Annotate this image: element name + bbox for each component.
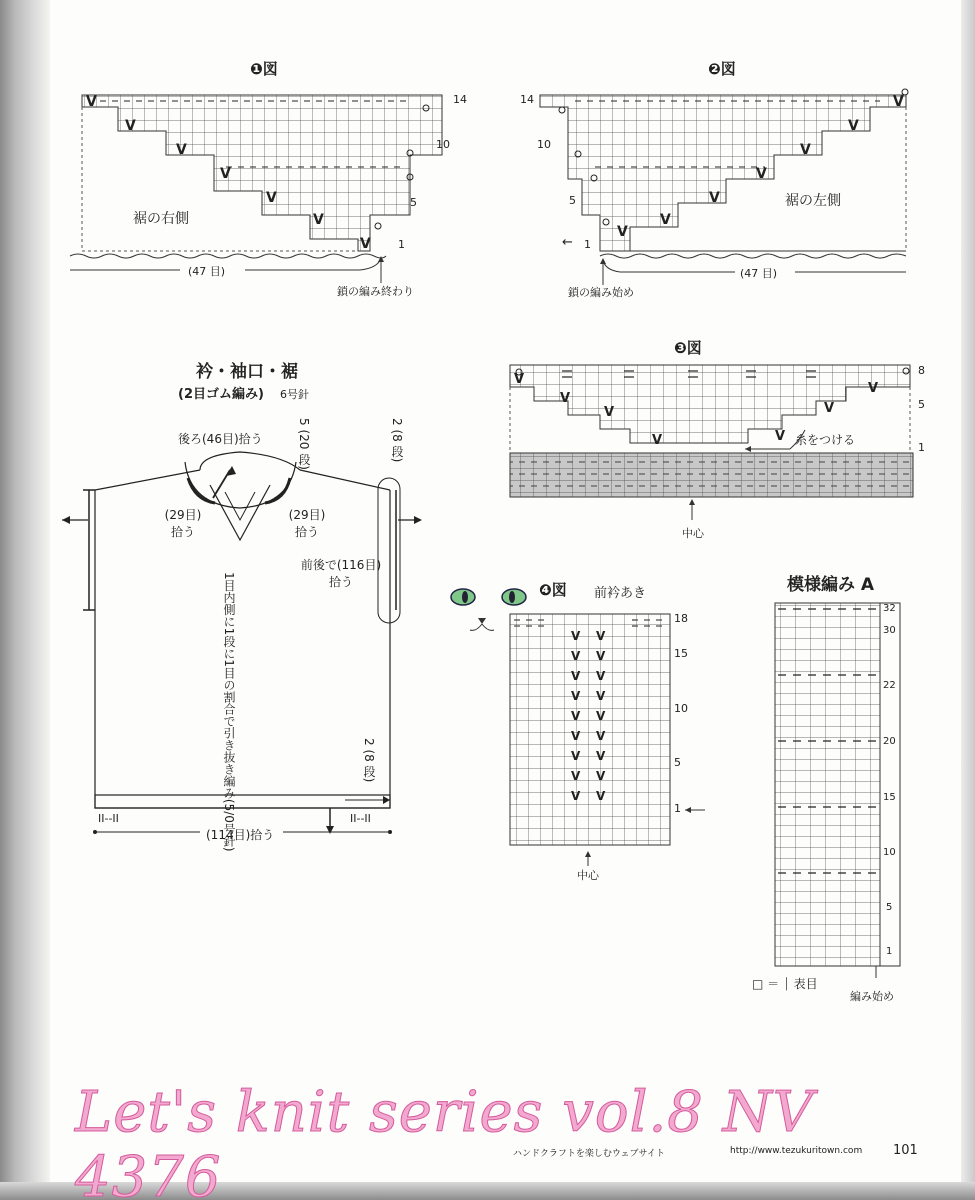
fig1-chart <box>70 94 442 283</box>
fig2-width: (47 目) <box>740 267 778 280</box>
svg-text:V: V <box>571 649 581 663</box>
fig3-center: 中心 <box>682 527 704 540</box>
fig4-row-15: 15 <box>674 647 688 660</box>
site-name: ハンドクラフトを楽しむウェブサイト <box>513 1149 665 1159</box>
rib-left: II--II <box>98 812 119 825</box>
svg-text:V: V <box>596 729 606 743</box>
svg-text:V: V <box>604 405 615 420</box>
site-url: http://www.tezukuritown.com <box>730 1146 863 1156</box>
fig4-row-5: 5 <box>674 756 681 769</box>
svg-text:V: V <box>848 118 859 134</box>
svg-text:V: V <box>775 429 786 444</box>
fig1-note: 鎖の編み終わり <box>337 285 414 298</box>
svg-text:V: V <box>709 190 720 206</box>
fig2-row-1: 1 <box>584 238 591 251</box>
collar-rows: 5 (20 段) <box>297 418 311 470</box>
pattern-a-row-22: 22 <box>883 680 896 691</box>
hem-pickup: (114目)拾う <box>206 828 275 842</box>
fig2-title: ❷図 <box>708 60 736 78</box>
svg-text:V: V <box>571 709 581 723</box>
svg-text:V: V <box>571 669 581 683</box>
svg-text:V: V <box>266 190 277 206</box>
svg-text:V: V <box>596 629 606 643</box>
fig2-row-10: 10 <box>537 138 551 151</box>
svg-text:V: V <box>514 372 525 387</box>
hem-rows: 2 (8 段) <box>362 738 376 783</box>
pattern-a-row-5: 5 <box>886 902 893 913</box>
garment-subtitle: (2目ゴム編み) <box>178 387 264 402</box>
svg-text:V: V <box>86 94 97 110</box>
page-number: 101 <box>893 1143 918 1158</box>
svg-text:V: V <box>313 212 324 228</box>
svg-text:V: V <box>571 789 581 803</box>
fig2-chart <box>540 89 908 285</box>
svg-text:V: V <box>571 749 581 763</box>
fig1-row-10: 10 <box>436 138 450 151</box>
svg-text:V: V <box>893 94 904 110</box>
fig2-label: 裾の左側 <box>785 193 841 209</box>
fig1-row-14: 14 <box>453 93 467 106</box>
fig4-center: 中心 <box>577 869 599 882</box>
fig4-row-18: 18 <box>674 612 688 625</box>
svg-text:V: V <box>596 789 606 803</box>
pattern-a-row-1: 1 <box>886 946 893 957</box>
series-watermark: Let's knit series vol.8 NV 4376 <box>75 1080 815 1200</box>
garment-title: 衿・袖口・裾 <box>196 362 298 382</box>
svg-text:V: V <box>652 433 663 448</box>
svg-text:V: V <box>360 236 371 252</box>
svg-text:V: V <box>824 401 835 416</box>
pattern-a-row-20: 20 <box>883 736 896 747</box>
fig2-note: 鎖の編み始め <box>568 286 634 299</box>
pattern-a-start: 編み始め <box>850 990 894 1003</box>
pattern-a-legend: □ ＝ ⏐ 表目 <box>752 977 818 991</box>
svg-text:V: V <box>756 166 767 182</box>
pattern-a-row-10: 10 <box>883 847 896 858</box>
svg-text:V: V <box>571 629 581 643</box>
svg-text:V: V <box>596 709 606 723</box>
fig3-title: ❸図 <box>674 339 702 357</box>
svg-text:V: V <box>596 689 606 703</box>
fig4-subtitle: 前衿あき <box>594 586 647 601</box>
back-pickup: 後ろ(46目)拾う <box>178 432 263 446</box>
fig1-width: (47 目) <box>188 265 226 278</box>
fig3-row-8: 8 <box>918 364 925 377</box>
svg-text:V: V <box>125 118 136 134</box>
rib-right: II--II <box>350 812 371 825</box>
svg-text:V: V <box>176 142 187 158</box>
pattern-a-chart <box>775 603 900 978</box>
fig1-title: ❶図 <box>250 60 278 78</box>
svg-text:V: V <box>617 224 628 240</box>
svg-text:V: V <box>571 769 581 783</box>
fig3-row-1: 1 <box>918 441 925 454</box>
svg-text:V: V <box>560 391 571 406</box>
fig1-label: 裾の右側 <box>133 211 189 227</box>
front-back-pickup: 前後で(116目) 拾う <box>300 558 382 589</box>
pattern-a-title: 模様編み A <box>787 575 875 595</box>
fig3-row-5: 5 <box>918 398 925 411</box>
slip-stitch-note: 1目内側に1段に1目の割合で引き抜き編み(5/0号針) <box>222 572 236 852</box>
svg-text:V: V <box>596 649 606 663</box>
fig1-row-1: 1 <box>398 238 405 251</box>
pattern-a-row-30: 30 <box>883 625 896 636</box>
fig4-title: ❹図 <box>539 581 567 599</box>
pattern-a-row-15: 15 <box>883 792 896 803</box>
fig2-row-5: 5 <box>569 194 576 207</box>
svg-text:V: V <box>571 729 581 743</box>
fig4-chart <box>451 589 705 866</box>
svg-text:V: V <box>596 749 606 763</box>
svg-text:V: V <box>660 212 671 228</box>
svg-text:V: V <box>571 689 581 703</box>
sleeve-rows: 2 (8 段) <box>390 418 404 463</box>
fig4-row-1: 1 <box>674 802 681 815</box>
svg-text:V: V <box>596 669 606 683</box>
pattern-a-row-32: 32 <box>883 603 896 614</box>
svg-text:V: V <box>596 769 606 783</box>
svg-text:V: V <box>868 381 879 396</box>
fig3-note: 糸をつける <box>795 433 856 447</box>
fig1-row-5: 5 <box>410 196 417 209</box>
right-pickup: (29目) 拾う <box>288 508 326 539</box>
left-pickup: (29目) 拾う <box>164 508 202 539</box>
svg-text:V: V <box>220 166 231 182</box>
svg-text:V: V <box>800 142 811 158</box>
garment-needle: 6号針 <box>280 388 309 401</box>
fig2-arrow: ← <box>562 235 573 250</box>
fig2-row-14: 14 <box>520 93 534 106</box>
fig4-row-10: 10 <box>674 702 688 715</box>
